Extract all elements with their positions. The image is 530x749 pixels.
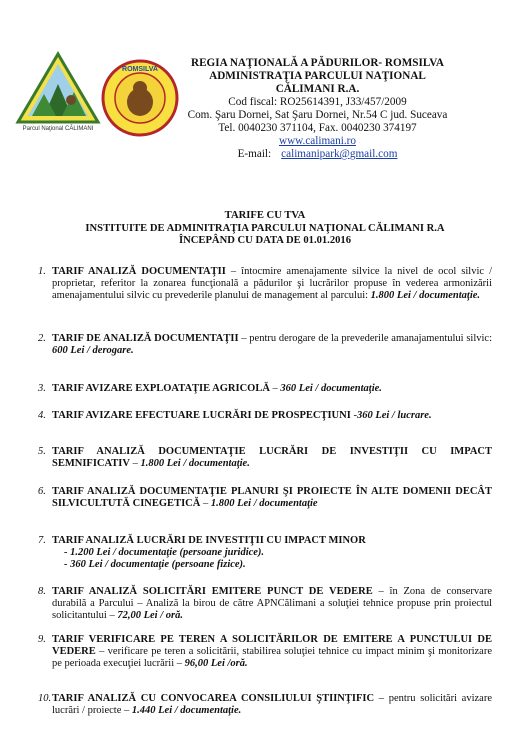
document-title [40,210,490,248]
park-logo [14,50,102,132]
item-text: – în Zona de conservare durabilă a Parcului – Analiză la birou de către APNCălimani a soluţiei tehnice propuse prin proiectul solicitantului – [52,586,493,622]
title-line1: TARIFE CU TVA [224,210,306,221]
item-price: 96,00 Lei /oră. [184,658,248,670]
item-name: TARIF ANALIZĂ DOCUMENTAŢIE LUCRĂRI DE INVESTIŢII CU IMPACT SEMNIFICATIV [52,446,492,470]
item-name: TARIF ANALIZĂ DOCUMENTAŢIE PLANURI ŞI PROIECTE ÎN ALTE DOMENII DECÂT SILVICULTUTĂ CINEGETICĂ [52,486,492,510]
tariff-item-1 [38,266,492,303]
tariff-item-8 [38,586,493,623]
website-link[interactable]: www.calimani.ro [279,135,356,147]
item-name: TARIF VERIFICARE PE TEREN A SOLICITĂRILOR DE EMITERE A PUNCTULUI DE VEDERE [52,634,492,658]
item-text: – [269,383,281,394]
item-name: TARIF DE ANALIZĂ DOCUMENTAŢII [52,333,239,344]
item-name: TARIF ANALIZĂ LUCRĂRI DE INVESTIŢII CU IMPACT MINOR [52,535,366,546]
tariff-item-5 [38,446,492,470]
org-name-line2: ADMINISTRAŢIA PARCULUI NAŢIONAL [209,70,426,82]
tariff-item-10 [38,693,492,717]
email-link[interactable]: calimanipark@gmail.com [281,148,398,160]
item-text: – [129,458,141,470]
item-number: 3. [38,383,46,394]
address: Com. Şaru Dornei, Sat Şaru Dornei, Nr.54 C jud. Suceava [187,109,448,121]
email-label: E-mail: [237,148,272,160]
item-price: 1.800 Lei / documentaţie [210,498,318,510]
organization-header [165,57,470,161]
tariff-item-3 [38,383,492,395]
item-number: 1. [38,266,46,277]
org-name-line3: CĂLIMANI R.A. [275,83,360,95]
romsilva-seal-text: ROMSILVA [122,66,158,73]
item-name: TARIF AVIZARE EXPLOATAŢIE AGRICOLĂ [52,383,270,394]
title-line2: INSTITUITE DE ADMINITRAŢIA PARCULUI NAŢIONAL CĂLIMANI R.A [85,222,445,234]
item-price: 360 Lei / documentaţie. [280,383,382,394]
item-number: 5. [38,446,46,457]
item-name: TARIF ANALIZĂ CU CONVOCAREA CONSILIULUI ŞTIINŢIFIC [52,693,375,704]
item-name: TARIF AVIZARE EFECTUARE LUCRĂRI DE PROSPECŢIUNI [52,410,351,421]
item-number: 7. [38,535,46,546]
item-price: 1.800 Lei / documentaţie. [370,290,481,302]
item-text: - [350,410,357,421]
tariff-item-2 [38,333,492,357]
item-text: – [200,498,211,510]
fiscal-code: Cod fiscal: RO25614391, J33/457/2009 [228,96,407,108]
tariff-item-6 [38,486,492,510]
item-text: – întocmire amenajamente silvice la nivel de ocol silvic / proprietar, referitor la zonarea funcţională a pădurilor şi lucrărilor propuse în vederea armonizării amenajamentului silvic cu prevederile planului de management al parcului: [52,266,492,302]
tariff-item-7 [38,535,492,572]
title-line3: ÎNCEPÂND CU DATA DE 01.01.2016 [178,235,352,247]
item-price: 1.440 Lei / documentaţie. [131,705,242,717]
phone-fax: Tel. 0040230 371104, Fax. 0040230 374197 [218,122,417,134]
tariff-item-4 [38,410,492,422]
item-number: 10. [38,693,52,704]
item-number: 6. [38,486,46,497]
item-number: 2. [38,333,46,344]
tariff-item-9 [38,634,492,671]
item-price: 1.800 Lei / documentaţie. [140,458,250,470]
item-text: – pentru solicitări avizare lucrări / proiecte – [52,693,492,717]
item-subprice-individual: - 360 Lei / documentaţie (persoane fizice). [64,559,246,571]
item-price: 600 Lei / derogare. [52,345,134,357]
item-name: TARIF ANALIZĂ SOLICITĂRI EMITERE PUNCT DE VEDERE [52,586,373,597]
item-text: – verificare pe teren a solicitării, stabilirea soluţiei tehnice cu impact minim şi monitorizare pe perioada execuţiei lucrării – [52,646,492,670]
item-number: 9. [38,634,46,645]
item-price: 72,00 Lei / oră. [117,610,183,622]
park-logo-caption: Parcul Naţional CĂLIMANI [22,126,94,132]
item-number: 8. [38,586,46,597]
org-name-line1: REGIA NAŢIONALĂ A PĂDURILOR- ROMSILVA [190,57,444,69]
item-text: – pentru derogare de la prevederile amanajamentului silvic: [238,333,492,344]
item-price: 360 Lei / lucrare. [356,410,432,421]
item-subprice-legal: - 1.200 Lei / documentaţie (persoane juridice). [64,547,265,559]
item-number: 4. [38,410,46,421]
item-name: TARIF ANALIZĂ DOCUMENTAŢII [52,266,226,277]
